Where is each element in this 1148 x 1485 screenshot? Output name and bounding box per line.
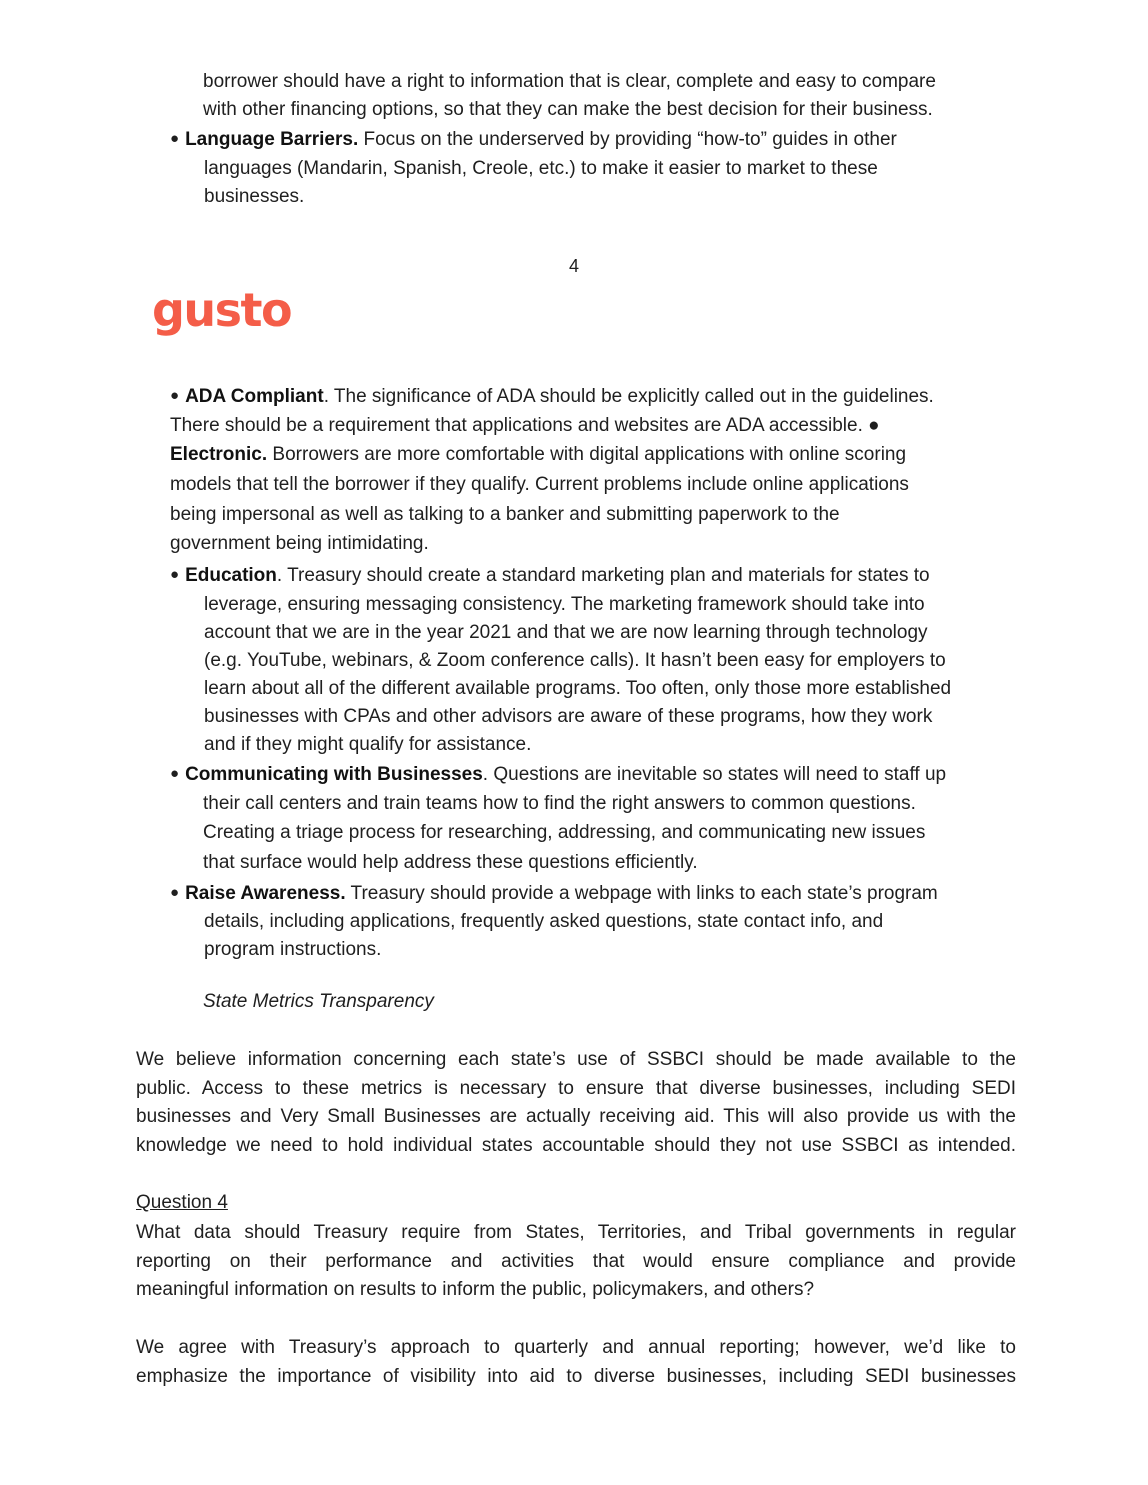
bullet-communicating bbox=[170, 761, 946, 790]
bullet-icon: ● bbox=[170, 566, 180, 583]
bullet-line: languages (Mandarin, Spanish, Creole, etc.) to make it easier to market to these bbox=[204, 158, 878, 179]
electronic-line: models that tell the borrower if they qualify. Current problems include online applications bbox=[170, 474, 909, 495]
bullet-heading: Communicating with Businesses bbox=[185, 764, 483, 785]
bullet-raise-awareness bbox=[170, 880, 938, 909]
continuation-line-1: borrower should have a right to information that is clear, complete and easy to compare bbox=[203, 71, 936, 92]
paragraph-line: We believe information concerning each state’s use of SSBCI should be made available to the bbox=[136, 1049, 1016, 1070]
paragraph-line: meaningful information on results to inform the public, policymakers, and others? bbox=[136, 1279, 815, 1300]
question-4-label-text: Question 4 bbox=[136, 1192, 228, 1213]
electronic-line: being impersonal as well as talking to a banker and submitting paperwork to the bbox=[170, 504, 840, 525]
paragraph-line: What data should Treasury require from States, Territories, and Tribal governments in regular bbox=[136, 1222, 1016, 1243]
paragraph-line: public. Access to these metrics is necessary to ensure that diverse businesses, including SEDI bbox=[136, 1077, 1016, 1099]
bullet-education bbox=[170, 562, 930, 591]
bullet-text: Treasury should provide a webpage with links to each state’s program bbox=[345, 883, 938, 904]
bullet-heading: Raise Awareness. bbox=[185, 883, 346, 904]
bullet-language-barriers bbox=[170, 126, 897, 155]
bullet-text: . Treasury should create a standard marketing plan and materials for states to bbox=[276, 565, 930, 586]
bullet-icon: ● bbox=[170, 130, 180, 147]
paragraph-line: knowledge we need to hold individual states accountable should they not use SSBCI as intended. bbox=[136, 1134, 1016, 1156]
bullet-heading: Education bbox=[185, 565, 277, 586]
bullet-line: Creating a triage process for researching, addressing, and communicating new issues bbox=[203, 822, 926, 843]
bullet-line: (e.g. YouTube, webinars, & Zoom conference calls). It hasn’t been easy for employers to bbox=[204, 650, 946, 671]
question-4-label bbox=[136, 1189, 228, 1217]
paragraph-line: reporting on their performance and activities that would ensure compliance and provide bbox=[136, 1250, 1016, 1272]
bullet-text: Focus on the underserved by providing “how-to” guides in other bbox=[358, 129, 897, 150]
ada-line: There should be a requirement that applications and websites are ADA accessible. ● bbox=[170, 415, 880, 436]
question-4-text bbox=[136, 1219, 1016, 1305]
bullet-electronic bbox=[170, 441, 906, 469]
bullet-heading: Electronic. bbox=[170, 444, 268, 465]
paragraph-line: businesses and Very Small Businesses are actually receiving aid. This will also provide us with the bbox=[136, 1106, 1016, 1127]
metrics-paragraph bbox=[136, 1046, 1016, 1160]
bullet-line: and if they might qualify for assistance. bbox=[204, 734, 532, 755]
bullet-line: that surface would help address these questions efficiently. bbox=[203, 852, 698, 873]
bullet-icon: ● bbox=[170, 387, 180, 404]
paragraph-line: emphasize the importance of visibility into aid to diverse businesses, including SEDI businesses bbox=[136, 1365, 1016, 1387]
bullet-line: businesses. bbox=[204, 186, 305, 207]
answer-paragraph bbox=[136, 1334, 1016, 1391]
bullet-line: details, including applications, frequently asked questions, state contact info, and bbox=[204, 911, 884, 932]
bullet-heading: Language Barriers. bbox=[185, 129, 359, 150]
bullet-ada-compliant bbox=[170, 383, 934, 412]
bullet-line: program instructions. bbox=[204, 939, 382, 960]
bullet-line: learn about all of the different available programs. Too often, only those more established bbox=[204, 678, 952, 699]
gusto-logo: gusto bbox=[152, 283, 292, 337]
bullet-heading: ADA Compliant bbox=[185, 386, 324, 407]
continuation-line-2: with other financing options, so that they can make the best decision for their business. bbox=[203, 99, 933, 120]
bullet-icon: ● bbox=[170, 765, 180, 782]
bullet-line: businesses with CPAs and other advisors are aware of these programs, how they work bbox=[204, 706, 933, 727]
bullet-line: their call centers and train teams how to find the right answers to common questions. bbox=[203, 793, 916, 814]
bullet-text: . The significance of ADA should be explicitly called out in the guidelines. bbox=[323, 386, 934, 407]
bullet-line: leverage, ensuring messaging consistency. The marketing framework should take into bbox=[204, 594, 925, 615]
bullet-text: . Questions are inevitable so states will need to staff up bbox=[482, 764, 947, 785]
paragraph-line: We agree with Treasury’s approach to quarterly and annual reporting; however, we’d like to bbox=[136, 1337, 1016, 1358]
bullet-line: account that we are in the year 2021 and that we are now learning through technology bbox=[204, 622, 928, 643]
section-heading: State Metrics Transparency bbox=[203, 991, 434, 1012]
bullet-icon: ● bbox=[170, 884, 180, 901]
electronic-line: government being intimidating. bbox=[170, 533, 429, 554]
bullet-text: Borrowers are more comfortable with digital applications with online scoring bbox=[267, 444, 907, 465]
page-number: 4 bbox=[569, 256, 580, 276]
